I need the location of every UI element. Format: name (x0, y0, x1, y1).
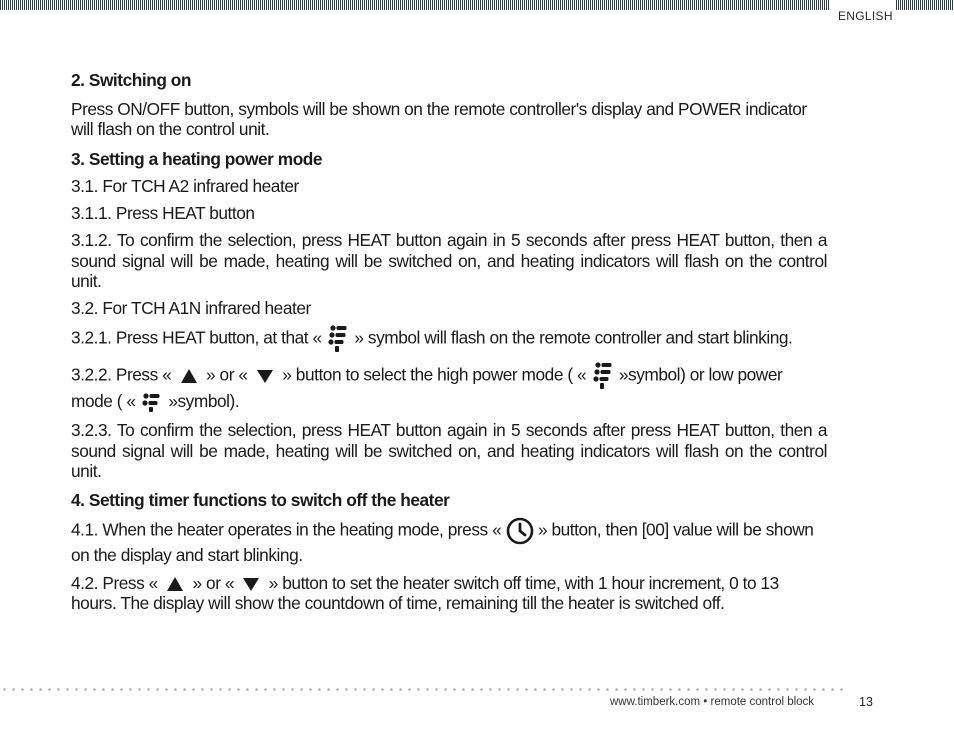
footer-website: www.timberk.com • remote control block (610, 696, 815, 708)
p42-text-c: » button to set the heater switch off time, with 1 hour increment, 0 to 13 hours. The display will show the countdown of time, remaining till the heater is switched off. (71, 572, 779, 614)
paragraph-3-1: 3.1. For TCH A2 infrared heater (71, 176, 299, 196)
high-power-symbol-icon (326, 324, 350, 354)
p322-text-c: » button to select the high power mode ( « (282, 364, 587, 385)
p322-text-a: 3.2.2. Press « (71, 364, 172, 385)
section-2-heading: 2. Switching on (71, 70, 191, 90)
paragraph-4-2 (71, 573, 827, 614)
low-power-symbol-icon (140, 391, 164, 413)
down-arrow-icon (238, 576, 264, 592)
section-2-text: Press ON/OFF button, symbols will be shown on the remote controller's display and POWER indicator will flash on the control unit. (71, 98, 807, 139)
paragraph-3-2-3: 3.2.3. To confirm the selection, press HEAT button again in 5 seconds after press HEAT button, then a sound signal will be made, heating will be switched on, and heating indicators will flash on the control unit. (71, 420, 827, 482)
p322-text-e: »symbol). (168, 391, 240, 411)
header-stripe-left (0, 0, 830, 10)
high-power-symbol-icon (591, 361, 615, 391)
p42-text-b: » or « (192, 572, 235, 593)
header-stripe-right (896, 0, 954, 10)
paragraph-3-1-2: 3.1.2. To confirm the selection, press HEAT button again in 5 seconds after press HEAT button, then a sound signal will be made, heating will be switched on, and heating indicators will flash on the control unit. (71, 230, 827, 291)
p322-text-d: »symbol) or low power mode ( « (71, 364, 783, 411)
section-4-heading: 4. Setting timer functions to switch off the heater (71, 489, 450, 510)
up-arrow-icon (176, 368, 202, 384)
up-arrow-icon (162, 576, 188, 592)
paragraph-3-1-1: 3.1.1. Press HEAT button (71, 202, 255, 223)
paragraph-3-2: 3.2. For TCH A1N infrared heater (71, 297, 311, 318)
p41-text-b: » button, then [00] value will be shown on the display and start blinking. (71, 520, 814, 566)
section-3-heading: 3. Setting a heating power mode (71, 148, 323, 169)
page-content (71, 70, 827, 614)
paragraph-3-2-2 (71, 361, 827, 413)
p322-text-b: » or « (206, 364, 248, 385)
language-label: ENGLISH (838, 9, 893, 23)
down-arrow-icon (252, 368, 278, 384)
paragraph-3-2-1 (71, 324, 827, 354)
p41-text-a: 4.1. When the heater operates in the heating mode, press « (71, 520, 502, 540)
paragraph-4-1 (71, 517, 827, 566)
footer-dotted-line (0, 688, 845, 691)
page-number: 13 (859, 695, 873, 709)
p42-text-a: 4.2. Press « (71, 572, 158, 593)
timer-clock-icon (506, 517, 534, 545)
p321-text-a: 3.2.1. Press HEAT button, at that « (71, 327, 322, 348)
p321-text-b: » symbol will flash on the remote controller and start blinking. (354, 327, 793, 348)
